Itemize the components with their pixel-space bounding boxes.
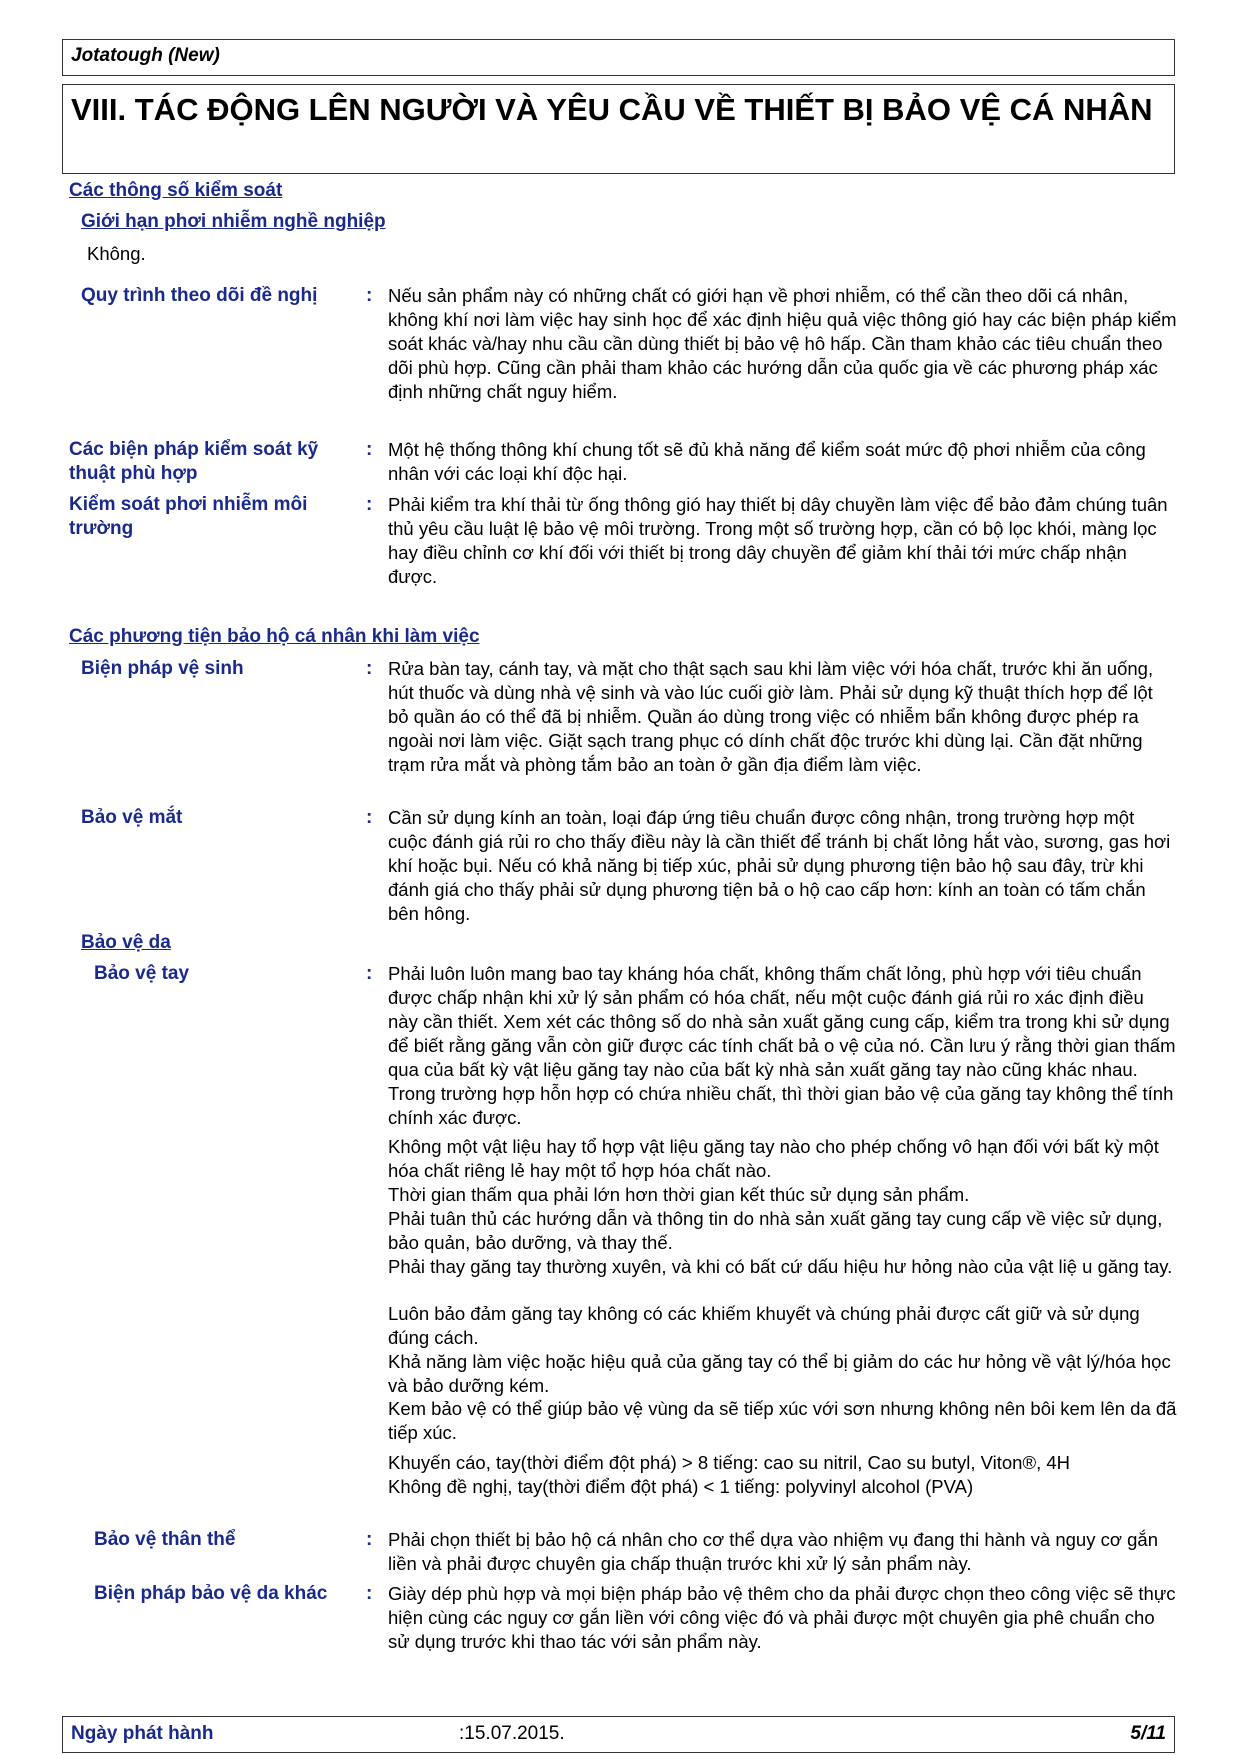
hand-text-8: Kem bảo vệ có thể giúp bảo vệ vùng da sẽ tiếp xúc với sơn nhưng không nên bôi kem lên da đã tiếp xúc. — [388, 1398, 1177, 1443]
hand-label: Bảo vệ tay — [94, 963, 190, 984]
hand-not-recommended: Không đề nghị, tay(thời điểm đột phá) < 1 tiếng: polyvinyl alcohol (PVA) — [388, 1476, 974, 1497]
hygiene-text: Rửa bàn tay, cánh tay, và mặt cho thật sạch sau khi làm việc với hóa chất, trước khi ăn uống, hút thuốc và dùng nhà vệ sinh và vào lúc cuối giờ làm. Phải sử dụng kỹ thuật thích hợp để lột bỏ quần áo có thể đã bị nhiễm. Quần áo dùng trong việc có nhiễm bẩn không được phép ra ngoài nơi làm việc. Giặt sạch trang phục có dính chất độc trước khi dùng lại. Cần đặt những trạm rửa mắt và phòng tắm bảo an toàn ở gần địa điểm làm việc. — [388, 658, 1154, 775]
body-colon: : — [366, 1529, 373, 1550]
monitoring-text: Nếu sản phẩm này có những chất có giới hạn về phơi nhiễm, có thể cần theo dõi cá nhân, không khí nơi làm việc hay sinh học để xác định hiệu quả việc thông gió hay các biện pháp kiểm soát khác và/hay nhu cầu cần dùng thiết bị bảo vệ hô hấp. Cần tham khảo các tiêu chuẩn theo dõi phù hợp. Cũng cần phải tham khảo các hướng dẫn của quốc gia về các phương pháp xác định những chất nguy hiểm. — [388, 285, 1177, 402]
ppe-heading: Các phương tiện bảo hộ cá nhân khi làm việc — [69, 626, 480, 647]
issue-date-label: Ngày phát hành — [71, 1723, 214, 1744]
eye-label: Bảo vệ mắt — [81, 807, 183, 828]
eye-text: Cần sử dụng kính an toàn, loại đáp ứng tiêu chuẩn được công nhận, trong trường hợp một cuộc đánh giá rủi ro cho thấy điều này là cần thiết để tránh bị chất lỏng hắt vào, sương, gas hơi khí hoặc bụi. Nếu có khả năng bị tiếp xúc, phải sử dụng phương tiện bảo hộ sau đây, trừ khi đánh giá cho thấy phải sử dụng phương tiện bả o hộ cao cấp hơn: kính an toàn có tấm chắn bên hông. — [388, 807, 1171, 924]
section-title: VIII. TÁC ĐỘNG LÊN NGƯỜI VÀ YÊU CẦU VỀ THIẾT BỊ BẢO VỆ CÁ NHÂN — [71, 92, 1153, 127]
body-label: Bảo vệ thân thể — [94, 1529, 236, 1550]
engineering-label: Các biện pháp kiểm soát kỹ thuật phù hợp — [69, 439, 319, 484]
page-number: 5/11 — [1130, 1723, 1166, 1744]
control-params-heading: Các thông số kiểm soát — [69, 180, 283, 201]
section-header — [62, 84, 1175, 174]
hand-text-2: Không một vật liệu hay tổ hợp vật liệu găng tay nào cho phép chống vô hạn đối với bất kỳ một hóa chất riêng lẻ hay một tổ hợp hóa chất nào. — [388, 1136, 1159, 1181]
monitoring-label: Quy trình theo dõi đề nghị — [81, 285, 318, 306]
eye-colon: : — [366, 807, 373, 828]
hand-text-7: Khả năng làm việc hoặc hiệu quả của găng tay có thể bị giảm do các hư hỏng về vật lý/hóa học và bảo dưỡng kém. — [388, 1351, 1171, 1396]
footer — [62, 1716, 1175, 1753]
skin-heading: Bảo vệ da — [81, 932, 171, 953]
environmental-label: Kiểm soát phơi nhiễm môi trường — [69, 494, 308, 539]
hand-text-5: Phải thay găng tay thường xuyên, và khi có bất cứ dấu hiệu hư hỏng nào của vật liệ u găng tay. — [388, 1256, 1173, 1277]
oel-heading: Giới hạn phơi nhiễm nghề nghiệp — [81, 211, 386, 232]
hand-text-4: Phải tuân thủ các hướng dẫn và thông tin do nhà sản xuất găng tay cung cấp về việc sử dụng, bảo quản, bảo dưỡng, và thay thế. — [388, 1208, 1163, 1253]
oel-value: Không. — [87, 243, 146, 264]
product-name: Jotatough (New) — [71, 45, 220, 66]
other-skin-text: Giày dép phù hợp và mọi biện pháp bảo vệ thêm cho da phải được chọn theo công việc sẽ thực hiện cùng các nguy cơ gắn liền với công việc đó và phải được một chuyên gia phê chuẩn cho sử dụng trước khi thao tác với sản phẩm này. — [388, 1583, 1176, 1652]
issue-date-value: :15.07.2015. — [459, 1723, 565, 1744]
hygiene-colon: : — [366, 658, 373, 679]
environmental-colon: : — [366, 494, 373, 515]
hygiene-label: Biện pháp vệ sinh — [81, 658, 244, 679]
hand-text-1: Phải luôn luôn mang bao tay kháng hóa chất, không thấm chất lỏng, phù hợp với tiêu chuẩn được chấp nhận khi xử lý sản phẩm có hóa chất, nếu một cuộc đánh giá rủi ro xác định điều này cần thiết. Xem xét các thông số do nhà sản xuất găng cung cấp, kiểm tra trong khi sử dụng để biết rằng găng vẫn còn giữ được các tính chất bả o vệ của nó. Cần lưu ý rằng thời gian thấm qua của bất kỳ vật liệu găng tay nào của bất kỳ nhà sản xuất găng tay nào cũng khác nhau. Trong trường hợp hỗn hợp có chứa nhiều chất, thì thời gian bảo vệ của găng tay không thể tính chính xác được. — [388, 963, 1176, 1128]
hand-text-6: Luôn bảo đảm găng tay không có các khiếm khuyết và chúng phải được cất giữ và sử dụng đúng cách. — [388, 1303, 1140, 1348]
other-skin-label: Biện pháp bảo vệ da khác — [94, 1583, 328, 1604]
engineering-colon: : — [366, 439, 373, 460]
monitoring-colon: : — [366, 285, 373, 306]
hand-text-3: Thời gian thấm qua phải lớn hơn thời gian kết thúc sử dụng sản phẩm. — [388, 1184, 970, 1205]
hand-recommended: Khuyến cáo, tay(thời điểm đột phá) > 8 tiếng: cao su nitril, Cao su butyl, Viton®, 4H — [388, 1452, 1071, 1473]
hand-colon: : — [366, 963, 373, 984]
engineering-text: Một hệ thống thông khí chung tốt sẽ đủ khả năng để kiểm soát mức độ phơi nhiễm của công nhân với các loại khí độc hại. — [388, 439, 1146, 484]
product-header — [62, 39, 1175, 76]
environmental-text: Phải kiểm tra khí thải từ ống thông gió hay thiết bị dây chuyền làm việc để bảo đảm chúng tuân thủ yêu cầu luật lệ bảo vệ môi trường. Trong một số trường hợp, cần có bộ lọc khói, màng lọc hay điều chỉnh cơ khí đối với thiết bị trong dây chuyền để giảm khí thải tới mức chấp nhận được. — [388, 494, 1168, 587]
other-skin-colon: : — [366, 1583, 373, 1604]
body-text: Phải chọn thiết bị bảo hộ cá nhân cho cơ thể dựa vào nhiệm vụ đang thi hành và nguy cơ gắn liền và phải được chuyên gia chấp thuận trước khi xử lý sản phẩm này. — [388, 1529, 1158, 1574]
